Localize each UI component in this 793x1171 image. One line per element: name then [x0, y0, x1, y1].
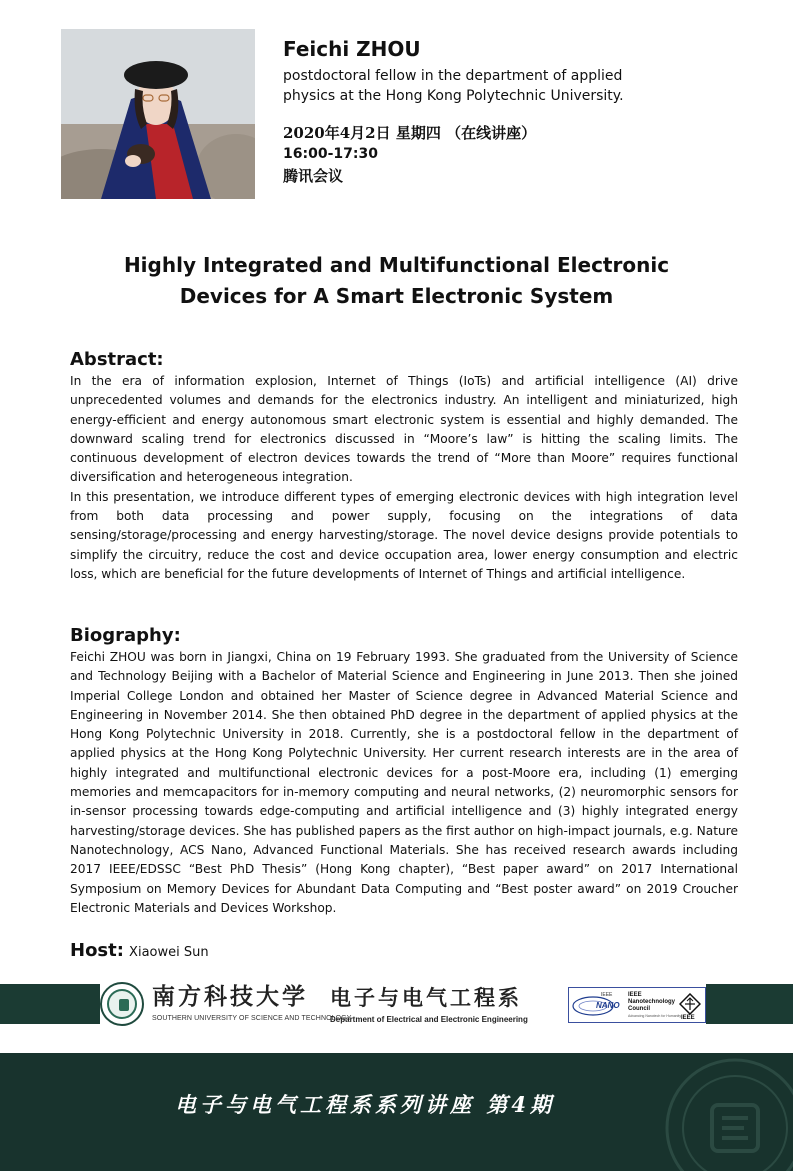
- lecture-time: 16:00-17:30: [283, 146, 378, 162]
- host-name: Xiaowei Sun: [129, 945, 209, 960]
- council-tagline: Advancing Nanotech for Humanity: [628, 1014, 682, 1018]
- abstract-section: [70, 348, 738, 584]
- abstract-heading: Abstract:: [70, 349, 164, 370]
- lecture-venue: 腾讯会议: [283, 167, 344, 185]
- sustech-name-en: SOUTHERN UNIVERSITY OF SCIENCE AND TECHNOLOGY: [152, 1015, 352, 1022]
- dept-name-en: Department of Electrical and Electronic Engineering: [330, 1015, 528, 1024]
- abstract-paragraph-2: In this presentation, we introduce different types of emerging electronic devices with high integration level from both data processing and power supply, focusing on the integrations of data sensing/storage/processing and energy harvesting/storage. The novel device designs provide potentials to simplify the circuitry, reduce the cost and device occupation area, lower energy consumption and electric loss, which are beneficial for the future developments of Internet of Things and artificial intelligence.: [70, 489, 738, 581]
- abstract-paragraph-1: In the era of information explosion, Internet of Things (IoTs) and artificial intelligence (AI) drive unprecedented volumes and demands for the electronics industry. An intelligent and miniaturized, high energy-efficient and energy autonomous smart electronic system is essential and highly demanded. The downward scaling trend for electronics discussed in “Moore’s law” is hitting the scaling limits. The continuous development of electron devices towards the trend of “More than Moore” requires functional diversification and heterogeneous integration.: [70, 374, 738, 485]
- ieee-wordmark: IEEE: [681, 1015, 695, 1021]
- lecture-series-title: 电子与电气工程系系列讲座 第4期: [175, 1092, 555, 1117]
- council-line-1: IEEE: [628, 992, 642, 998]
- speaker-title-line-2: physics at the Hong Kong Polytechnic University.: [283, 88, 624, 104]
- talk-title-line-2: Devices for A Smart Electronic System: [179, 284, 614, 308]
- speaker-info: [283, 36, 753, 187]
- ieee-nano-council-logo: [568, 987, 706, 1023]
- council-line-3: Council: [628, 1006, 650, 1012]
- biography-paragraph: Feichi ZHOU was born in Jiangxi, China on 19 February 1993. She graduated from the University of Science and Technology Beijing with a Bachelor of Material Science and Engineering in June 2013. Then she joined Imperial College London and obtained her Master of Science degree in Advanced Material Science and Engineering in November 2014. She then obtained PhD degree in the department of applied physics at the Hong Kong Polytechnic University in 2018. Currently, she is a postdoctoral fellow in the department of applied physics at the Hong Kong Polytechnic University. Her current research interests are in the area of highly integrated and multifunctional electronic devices for a post-Moore era, including (1) emerging memories and memcapacitors for in-memory computing and neural networks, (2) neuromorphic sensors for in-sensor processing towards edge-computing and artificial intelligence and (3) highly integrated energy harvesting/storage devices. She has published papers as the first author on high-impact journals, e.g. Nature Nanotechnology, ACS Nano, Advanced Functional Materials. She has received research awards including 2017 IEEE/EDSSC “Best PhD Thesis” (Hong Kong chapter), “Best paper award” on 2017 International Symposium on Memory Devices for Abundant Data Computing and “Best poster award” on 2019 Croucher Electronic Materials and Devices Workshop.: [70, 650, 738, 915]
- speaker-name: Feichi ZHOU: [283, 37, 421, 61]
- dept-name-cn: 电子与电气工程系: [330, 985, 522, 1010]
- band-left-bar: [0, 984, 100, 1024]
- host-line: [70, 940, 209, 961]
- host-label: Host:: [70, 940, 124, 961]
- lecture-date: 2020年4月2日 星期四 （在线讲座）: [283, 124, 537, 142]
- talk-title: [60, 250, 733, 312]
- speaker-photo: [61, 29, 255, 199]
- council-line-2: Nanotechnology: [628, 999, 676, 1005]
- ieee-nano-label: NANO: [596, 1001, 620, 1010]
- sustech-emblem-icon: [100, 982, 144, 1026]
- ieee-diamond-icon: [679, 993, 701, 1015]
- talk-title-line-1: Highly Integrated and Multifunctional Electronic: [123, 253, 670, 277]
- footer-banner: [0, 1053, 793, 1171]
- ieee-small-label: IEEE: [601, 992, 613, 998]
- sustech-name-cn: 南方科技大学: [152, 983, 308, 1010]
- biography-section: [70, 624, 738, 918]
- logo-band: [0, 984, 793, 1024]
- biography-heading: Biography:: [70, 625, 181, 646]
- speaker-title-line-1: postdoctoral fellow in the department of applied: [283, 68, 623, 84]
- band-right-bar: [706, 984, 793, 1024]
